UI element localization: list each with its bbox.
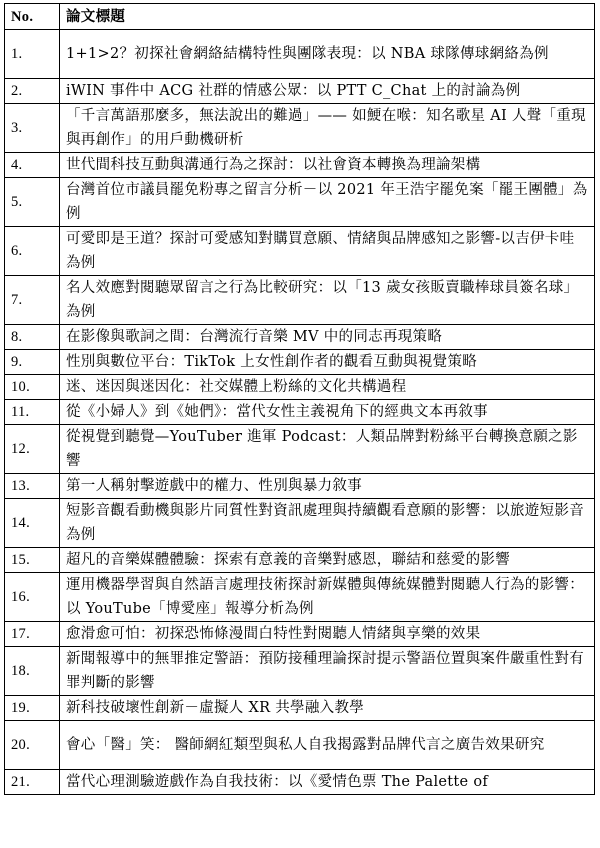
row-number: 16. xyxy=(5,573,60,622)
table-row xyxy=(5,227,595,276)
table-row xyxy=(5,178,595,227)
row-title: iWIN 事件中 ACG 社群的情感公眾：以 PTT C_Chat 上的討論為例 xyxy=(60,79,595,104)
row-number: 9. xyxy=(5,350,60,375)
row-title: 迷、迷因與迷因化：社交媒體上粉絲的文化共構過程 xyxy=(60,375,595,400)
thesis-title-table xyxy=(4,3,595,795)
row-number: 5. xyxy=(5,178,60,227)
table-row xyxy=(5,721,595,770)
row-title: 愈滑愈可怕：初探恐怖條漫間白特性對閱聽人情緒與享樂的效果 xyxy=(60,622,595,647)
table-row xyxy=(5,400,595,425)
row-title: 短影音觀看動機與影片同質性對資訊處理與持續觀看意願的影響：以旅遊短影音為例 xyxy=(60,499,595,548)
table-row xyxy=(5,79,595,104)
row-title: 第一人稱射擊遊戲中的權力、性別與暴力敘事 xyxy=(60,474,595,499)
table-row xyxy=(5,425,595,474)
row-title: 台灣首位市議員罷免粉專之留言分析－以 2021 年王浩宇罷免案「罷王團體」為例 xyxy=(60,178,595,227)
row-number: 8. xyxy=(5,325,60,350)
row-number: 7. xyxy=(5,276,60,325)
row-number: 4. xyxy=(5,153,60,178)
row-title: 新科技破壞性創新－虛擬人 XR 共學融入教學 xyxy=(60,696,595,721)
table-row xyxy=(5,104,595,153)
table-row xyxy=(5,548,595,573)
row-title: 運用機器學習與自然語言處理技術探討新媒體與傳統媒體對閱聽人行為的影響：以 YouTube「博愛座」報導分析為例 xyxy=(60,573,595,622)
row-title: 「千言萬語那麼多，無法說出的難過」—— 如鯁在喉：知名歌星 AI 人聲「重現與再創作」的用戶動機研析 xyxy=(60,104,595,153)
row-title: 在影像與歌詞之間：台灣流行音樂 MV 中的同志再現策略 xyxy=(60,325,595,350)
row-number: 10. xyxy=(5,375,60,400)
table-row xyxy=(5,573,595,622)
row-number: 11. xyxy=(5,400,60,425)
table-header-row xyxy=(5,4,595,30)
row-title: 可愛即是王道？探討可愛感知對購買意願、情緒與品牌感知之影響-以吉伊卡哇為例 xyxy=(60,227,595,276)
table-row xyxy=(5,30,595,79)
row-title: 新聞報導中的無罪推定警語：預防接種理論探討提示警語位置與案件嚴重性對有罪判斷的影響 xyxy=(60,647,595,696)
row-title: 名人效應對閱聽眾留言之行為比較研究：以「13 歲女孩販賣職棒球員簽名球」為例 xyxy=(60,276,595,325)
row-title: 性別與數位平台：TikTok 上女性創作者的觀看互動與視覺策略 xyxy=(60,350,595,375)
row-title: 世代間科技互動與溝通行為之探討：以社會資本轉換為理論架構 xyxy=(60,153,595,178)
row-number: 21. xyxy=(5,770,60,795)
row-number: 20. xyxy=(5,721,60,770)
row-number: 2. xyxy=(5,79,60,104)
row-title: 當代心理測驗遊戲作為自我技術：以《愛情色票 The Palette of xyxy=(60,770,595,795)
row-title: 超凡的音樂媒體體驗：探索有意義的音樂對感恩，聯結和慈愛的影響 xyxy=(60,548,595,573)
row-number: 18. xyxy=(5,647,60,696)
row-number: 19. xyxy=(5,696,60,721)
row-title: 從《小婦人》到《她們》：當代女性主義視角下的經典文本再敘事 xyxy=(60,400,595,425)
table-row xyxy=(5,350,595,375)
table-row xyxy=(5,276,595,325)
table-row xyxy=(5,696,595,721)
header-title: 論文標題 xyxy=(60,4,595,30)
table-row xyxy=(5,153,595,178)
table-row xyxy=(5,622,595,647)
row-title: 會心「醫」笑： 醫師網紅類型與私人自我揭露對品牌代言之廣告效果研究 xyxy=(60,721,595,770)
row-number: 6. xyxy=(5,227,60,276)
table-row xyxy=(5,375,595,400)
table-row xyxy=(5,647,595,696)
row-number: 15. xyxy=(5,548,60,573)
row-number: 13. xyxy=(5,474,60,499)
table-row xyxy=(5,325,595,350)
row-number: 1. xyxy=(5,30,60,79)
table-row xyxy=(5,499,595,548)
row-number: 17. xyxy=(5,622,60,647)
row-number: 3. xyxy=(5,104,60,153)
row-number: 12. xyxy=(5,425,60,474)
row-number: 14. xyxy=(5,499,60,548)
row-title: 1+1>2？初探社會網絡結構特性與團隊表現：以 NBA 球隊傳球網絡為例 xyxy=(60,30,595,79)
table-row xyxy=(5,770,595,795)
header-no: No. xyxy=(5,4,60,30)
table-row xyxy=(5,474,595,499)
row-title: 從視覺到聽覺—YouTuber 進軍 Podcast：人類品牌對粉絲平台轉換意願之影響 xyxy=(60,425,595,474)
